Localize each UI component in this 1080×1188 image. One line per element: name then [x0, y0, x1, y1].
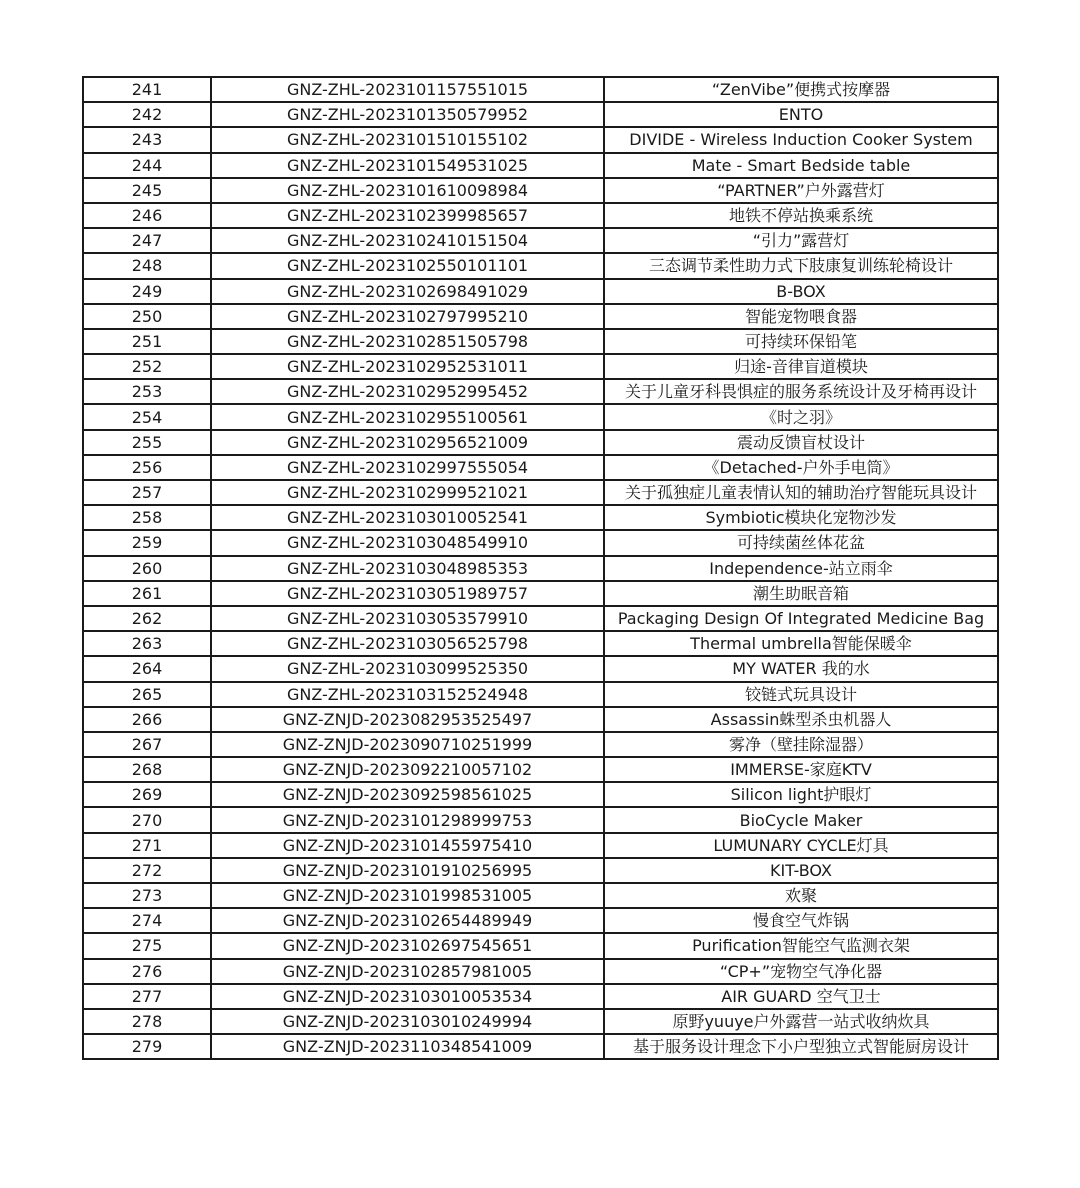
- entry-number-cell: 263: [83, 631, 211, 656]
- entry-title-text: ENTO: [778, 105, 824, 125]
- entry-code-cell: GNZ-ZHL-2023103010052541: [211, 505, 604, 530]
- entries-table-body: [83, 77, 998, 1059]
- entry-title-text: LUMUNARY CYCLE灯具: [713, 835, 889, 855]
- entry-title-text: Independence-站立雨伞: [709, 558, 893, 578]
- entry-code-cell: GNZ-ZNJD-2023110348541009: [211, 1034, 604, 1059]
- entry-number-cell: 262: [83, 606, 211, 631]
- table-row: [83, 455, 998, 480]
- entry-title-text: DIVIDE - Wireless Induction Cooker System: [629, 130, 973, 150]
- entry-number-cell: 251: [83, 329, 211, 354]
- table-row: [83, 329, 998, 354]
- entry-code-cell: GNZ-ZHL-2023102952995452: [211, 379, 604, 404]
- table-row: [83, 279, 998, 304]
- entry-code-cell: GNZ-ZNJD-2023102654489949: [211, 908, 604, 933]
- entry-title-cell: [604, 984, 998, 1009]
- table-row: [83, 480, 998, 505]
- entry-title-text: BioCycle Maker: [739, 810, 863, 830]
- entry-title-cell: [604, 959, 998, 984]
- entry-title-text: B-BOX: [776, 281, 826, 301]
- entry-title-cell: [604, 77, 998, 102]
- entry-code-cell: GNZ-ZNJD-2023092598561025: [211, 782, 604, 807]
- entry-title-text: 欢聚: [784, 886, 817, 906]
- table-row: [83, 782, 998, 807]
- table-row: [83, 682, 998, 707]
- entry-number-cell: 248: [83, 253, 211, 278]
- entry-code-cell: GNZ-ZNJD-2023103010249994: [211, 1009, 604, 1034]
- entry-title-cell: [604, 606, 998, 631]
- entry-code-cell: GNZ-ZHL-2023102797995210: [211, 304, 604, 329]
- entry-code-cell: GNZ-ZHL-2023102851505798: [211, 329, 604, 354]
- entry-title-cell: [604, 757, 998, 782]
- entry-title-text: IMMERSE-家庭KTV: [730, 760, 872, 780]
- table-row: [83, 404, 998, 429]
- entry-code-cell: GNZ-ZHL-2023102550101101: [211, 253, 604, 278]
- table-row: [83, 656, 998, 681]
- entry-code-cell: GNZ-ZNJD-2023103010053534: [211, 984, 604, 1009]
- entry-code-cell: GNZ-ZNJD-2023102697545651: [211, 933, 604, 958]
- entry-title-text: “引力”露营灯: [752, 231, 850, 251]
- entry-title-text: 智能宠物喂食器: [744, 306, 857, 326]
- table-row: [83, 908, 998, 933]
- entry-code-cell: GNZ-ZHL-2023102698491029: [211, 279, 604, 304]
- entry-title-text: “PARTNER”户外露营灯: [717, 180, 885, 200]
- entry-title-cell: [604, 329, 998, 354]
- table-row: [83, 203, 998, 228]
- entry-code-cell: GNZ-ZHL-2023101510155102: [211, 127, 604, 152]
- table-row: [83, 354, 998, 379]
- entry-number-cell: 270: [83, 807, 211, 832]
- entry-title-cell: [604, 707, 998, 732]
- entry-title-text: Mate - Smart Bedside table: [691, 155, 911, 175]
- entry-title-cell: [604, 127, 998, 152]
- entry-number-cell: 258: [83, 505, 211, 530]
- entry-title-cell: [604, 682, 998, 707]
- entry-number-cell: 252: [83, 354, 211, 379]
- entry-code-cell: GNZ-ZNJD-2023090710251999: [211, 732, 604, 757]
- entry-code-cell: GNZ-ZHL-2023103053579910: [211, 606, 604, 631]
- entry-title-cell: [604, 556, 998, 581]
- entry-number-cell: 274: [83, 908, 211, 933]
- entry-code-cell: GNZ-ZHL-2023103099525350: [211, 656, 604, 681]
- entry-title-text: 可持续菌丝体花盆: [736, 533, 865, 553]
- entry-number-cell: 247: [83, 228, 211, 253]
- table-row: [83, 732, 998, 757]
- entry-title-cell: [604, 858, 998, 883]
- table-row: [83, 1009, 998, 1034]
- table-row: [83, 631, 998, 656]
- entry-code-cell: GNZ-ZHL-2023102956521009: [211, 430, 604, 455]
- entry-code-cell: GNZ-ZHL-2023103048549910: [211, 530, 604, 555]
- entry-title-cell: [604, 505, 998, 530]
- entry-number-cell: 268: [83, 757, 211, 782]
- entry-title-text: 可持续环保铅笔: [744, 331, 857, 351]
- entry-number-cell: 265: [83, 682, 211, 707]
- entry-title-text: Assassin蛛型杀虫机器人: [710, 709, 892, 729]
- table-row: [83, 77, 998, 102]
- entry-number-cell: 267: [83, 732, 211, 757]
- entry-title-cell: [604, 354, 998, 379]
- entry-number-cell: 250: [83, 304, 211, 329]
- entry-title-cell: [604, 279, 998, 304]
- entries-table: [82, 76, 999, 1060]
- table-row: [83, 707, 998, 732]
- table-row: [83, 1034, 998, 1059]
- entry-title-cell: [604, 933, 998, 958]
- entry-title-cell: [604, 656, 998, 681]
- entry-title-text: 《Detached-户外手电筒》: [703, 457, 899, 477]
- entry-code-cell: GNZ-ZHL-2023102997555054: [211, 455, 604, 480]
- entry-code-cell: GNZ-ZNJD-2023101298999753: [211, 807, 604, 832]
- entry-code-cell: GNZ-ZHL-2023101157551015: [211, 77, 604, 102]
- table-row: [83, 505, 998, 530]
- entry-title-text: 归途-音律盲道模块: [734, 357, 868, 377]
- entry-title-cell: [604, 883, 998, 908]
- entry-code-cell: GNZ-ZNJD-2023092210057102: [211, 757, 604, 782]
- entry-number-cell: 264: [83, 656, 211, 681]
- entry-title-cell: [604, 732, 998, 757]
- entry-code-cell: GNZ-ZHL-2023102952531011: [211, 354, 604, 379]
- entry-code-cell: GNZ-ZHL-2023101350579952: [211, 102, 604, 127]
- entry-number-cell: 245: [83, 178, 211, 203]
- entry-code-cell: GNZ-ZHL-2023103056525798: [211, 631, 604, 656]
- table-row: [83, 178, 998, 203]
- entry-title-cell: [604, 253, 998, 278]
- entry-title-cell: [604, 833, 998, 858]
- entry-number-cell: 276: [83, 959, 211, 984]
- entry-title-cell: [604, 631, 998, 656]
- entry-number-cell: 242: [83, 102, 211, 127]
- entry-title-text: AIR GUARD 空气卫士: [721, 986, 881, 1006]
- entry-title-text: Purification智能空气监测衣架: [692, 936, 910, 956]
- entry-number-cell: 278: [83, 1009, 211, 1034]
- entry-code-cell: GNZ-ZHL-2023102410151504: [211, 228, 604, 253]
- entry-title-text: KIT-BOX: [770, 860, 832, 880]
- entry-code-cell: GNZ-ZHL-2023103048985353: [211, 556, 604, 581]
- entry-number-cell: 246: [83, 203, 211, 228]
- table-row: [83, 984, 998, 1009]
- entry-title-text: 铰链式玩具设计: [744, 684, 857, 704]
- table-row: [83, 127, 998, 152]
- table-row: [83, 253, 998, 278]
- entry-title-cell: [604, 404, 998, 429]
- entry-title-text: 震动反馈盲杖设计: [736, 432, 865, 452]
- table-row: [83, 304, 998, 329]
- entry-title-text: Thermal umbrella智能保暖伞: [690, 634, 912, 654]
- entry-code-cell: GNZ-ZNJD-2023082953525497: [211, 707, 604, 732]
- table-row: [83, 556, 998, 581]
- entry-code-cell: GNZ-ZHL-2023103152524948: [211, 682, 604, 707]
- entry-title-text: 原野yuuye户外露营一站式收纳炊具: [672, 1012, 930, 1032]
- entry-number-cell: 272: [83, 858, 211, 883]
- entry-title-cell: [604, 228, 998, 253]
- entry-title-text: MY WATER 我的水: [732, 659, 870, 679]
- entry-code-cell: GNZ-ZHL-2023103051989757: [211, 581, 604, 606]
- entry-number-cell: 260: [83, 556, 211, 581]
- entry-number-cell: 277: [83, 984, 211, 1009]
- entry-title-cell: [604, 455, 998, 480]
- entry-title-cell: [604, 1034, 998, 1059]
- table-row: [83, 430, 998, 455]
- entry-title-text: 雾净（壁挂除湿器）: [728, 734, 873, 754]
- entry-title-cell: [604, 581, 998, 606]
- entry-title-text: 慢食空气炸锅: [752, 911, 849, 931]
- table-row: [83, 379, 998, 404]
- entry-title-cell: [604, 379, 998, 404]
- entry-title-text: Packaging Design Of Integrated Medicine Bag: [617, 609, 985, 629]
- table-row: [83, 933, 998, 958]
- entry-title-cell: [604, 908, 998, 933]
- entry-number-cell: 254: [83, 404, 211, 429]
- table-row: [83, 530, 998, 555]
- entry-title-text: 地铁不停站换乘系统: [728, 206, 873, 226]
- entry-number-cell: 249: [83, 279, 211, 304]
- table-row: [83, 807, 998, 832]
- entry-number-cell: 253: [83, 379, 211, 404]
- entry-title-cell: [604, 153, 998, 178]
- table-row: [83, 606, 998, 631]
- entry-number-cell: 241: [83, 77, 211, 102]
- entry-title-cell: [604, 304, 998, 329]
- entry-code-cell: GNZ-ZHL-2023102999521021: [211, 480, 604, 505]
- entry-number-cell: 273: [83, 883, 211, 908]
- entry-number-cell: 255: [83, 430, 211, 455]
- entry-title-text: Symbiotic模块化宠物沙发: [705, 508, 897, 528]
- entry-title-text: 《时之羽》: [760, 407, 841, 427]
- entry-title-cell: [604, 102, 998, 127]
- entry-title-cell: [604, 530, 998, 555]
- entry-number-cell: 243: [83, 127, 211, 152]
- entry-title-text: 基于服务设计理念下小户型独立式智能厨房设计: [632, 1037, 969, 1057]
- table-row: [83, 883, 998, 908]
- entry-number-cell: 275: [83, 933, 211, 958]
- table-row: [83, 228, 998, 253]
- entry-code-cell: GNZ-ZNJD-2023101910256995: [211, 858, 604, 883]
- entry-code-cell: GNZ-ZNJD-2023101455975410: [211, 833, 604, 858]
- entries-sheet: [82, 76, 997, 1060]
- table-row: [83, 102, 998, 127]
- entry-code-cell: GNZ-ZNJD-2023101998531005: [211, 883, 604, 908]
- entry-code-cell: GNZ-ZHL-2023101610098984: [211, 178, 604, 203]
- entry-number-cell: 261: [83, 581, 211, 606]
- entry-title-cell: [604, 782, 998, 807]
- table-row: [83, 858, 998, 883]
- entry-title-text: “ZenVibe”便携式按摩器: [711, 80, 891, 100]
- entry-code-cell: GNZ-ZHL-2023101549531025: [211, 153, 604, 178]
- entry-title-text: 关于儿童牙科畏惧症的服务系统设计及牙椅再设计: [624, 382, 977, 402]
- table-row: [83, 833, 998, 858]
- entry-title-cell: [604, 203, 998, 228]
- entry-title-cell: [604, 480, 998, 505]
- table-row: [83, 757, 998, 782]
- entry-number-cell: 269: [83, 782, 211, 807]
- entry-title-cell: [604, 807, 998, 832]
- entry-title-cell: [604, 430, 998, 455]
- entry-title-cell: [604, 1009, 998, 1034]
- entry-number-cell: 279: [83, 1034, 211, 1059]
- entry-code-cell: GNZ-ZHL-2023102955100561: [211, 404, 604, 429]
- entry-title-text: “CP+”宠物空气净化器: [719, 961, 883, 981]
- entry-number-cell: 244: [83, 153, 211, 178]
- entry-title-text: 潮生助眠音箱: [752, 583, 849, 603]
- entry-number-cell: 256: [83, 455, 211, 480]
- table-row: [83, 959, 998, 984]
- entry-title-text: Silicon light护眼灯: [730, 785, 872, 805]
- table-row: [83, 581, 998, 606]
- entry-title-text: 三态调节柔性助力式下肢康复训练轮椅设计: [648, 256, 953, 276]
- entry-number-cell: 259: [83, 530, 211, 555]
- entry-code-cell: GNZ-ZNJD-2023102857981005: [211, 959, 604, 984]
- table-row: [83, 153, 998, 178]
- entry-code-cell: GNZ-ZHL-2023102399985657: [211, 203, 604, 228]
- entry-number-cell: 257: [83, 480, 211, 505]
- entry-title-cell: [604, 178, 998, 203]
- entry-number-cell: 266: [83, 707, 211, 732]
- entry-number-cell: 271: [83, 833, 211, 858]
- entry-title-text: 关于孤独症儿童表情认知的辅助治疗智能玩具设计: [624, 483, 977, 503]
